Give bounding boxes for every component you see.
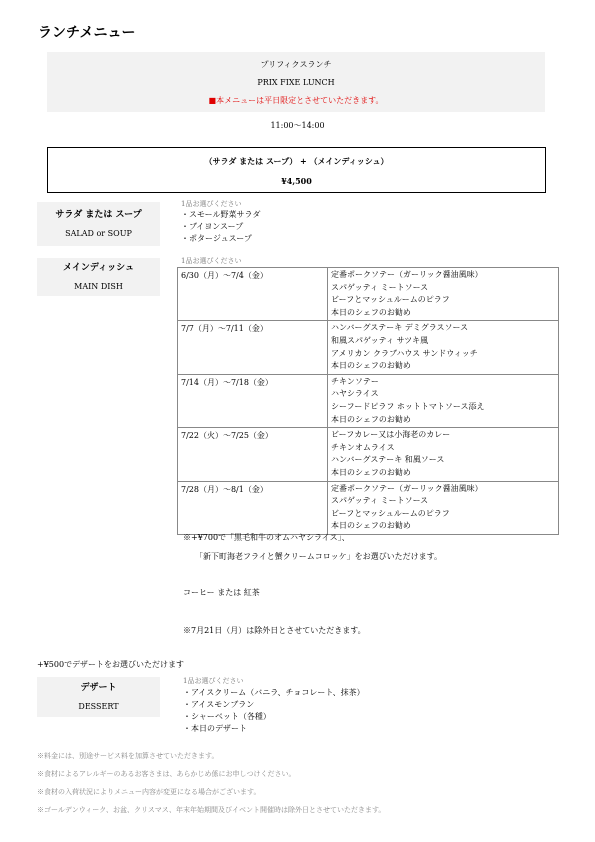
upgrade-note-line1: ※+¥700で「黒毛和牛のオムハヤシライス」、 <box>183 533 350 542</box>
week-items <box>328 428 559 481</box>
menu-item: チキンオムライス <box>331 442 395 452</box>
course-box <box>47 147 546 193</box>
menu-item: 本日のシェフのお勧め <box>331 307 411 317</box>
week-items <box>328 321 559 374</box>
week-items <box>328 268 559 321</box>
lunch-hours: 11:00〜14:00 <box>270 121 325 130</box>
menu-item: ハヤシライス <box>331 389 379 399</box>
menu-item: 定番ポークソテー（ガーリック醤油風味） <box>331 483 483 493</box>
menu-item: 本日のシェフのお勧め <box>331 521 411 531</box>
week-date: 7/28（月）〜8/1（金） <box>178 481 328 534</box>
list-item: ・ブイヨンスープ <box>181 222 244 231</box>
dessert-title-jp: デザート <box>80 683 117 693</box>
menu-item: 定番ポークソテー（ガーリック醤油風味） <box>331 270 483 279</box>
menu-item: ビーフとマッシュルームのピラフ <box>331 295 450 305</box>
weekday-only-note: ■本メニューは平日限定とさせていただきます。 <box>208 96 384 105</box>
week-items <box>328 374 559 427</box>
menu-item: ビーフとマッシュルームのピラフ <box>331 508 450 518</box>
week-date: 7/7（月）〜7/11（金） <box>178 321 328 374</box>
menu-item: 本日のシェフのお勧め <box>331 414 411 424</box>
table-row <box>178 268 559 321</box>
table-row <box>178 428 559 481</box>
week-items <box>328 481 559 534</box>
list-item: ・ポタージュスープ <box>181 234 252 243</box>
menu-item: 和風スパゲッティ サツキ風 <box>331 335 429 345</box>
dessert-title-en: DESSERT <box>78 702 119 711</box>
weekly-menu-table <box>177 267 559 535</box>
page-title: ランチメニュー <box>38 25 136 41</box>
main-title-jp: メインディッシュ <box>63 263 134 273</box>
list-item: ・アイスモンブラン <box>183 700 255 709</box>
menu-item: スパゲッティ ミートソース <box>331 282 429 292</box>
dessert-category-box <box>37 677 160 717</box>
list-item: ・シャーベット（各種） <box>183 712 271 721</box>
menu-item: アメリカン クラブハウス サンドウィッチ <box>331 348 478 358</box>
table-row <box>178 321 559 374</box>
menu-item: 本日のシェフのお勧め <box>331 361 411 371</box>
menu-item: ハンバーグステーキ デミグラスソース <box>331 323 469 333</box>
menu-item: シーフードピラフ ホットトマトソース添え <box>331 401 485 411</box>
footnote: ※料金には、別途サービス料を加算させていただきます。 <box>37 752 219 760</box>
course-description: （サラダ または スープ） + （メインディッシュ） <box>204 156 389 166</box>
header-line2: PRIX FIXE LUNCH <box>257 78 335 87</box>
footnote: ※食材の入荷状況によりメニュー内容が変更になる場合がございます。 <box>37 788 261 796</box>
header-box <box>47 52 545 112</box>
menu-item: ハンバーグステーキ 和風ソース <box>331 455 445 465</box>
menu-item: 本日のシェフのお勧め <box>331 467 411 477</box>
salad-title-en: SALAD or SOUP <box>65 229 132 238</box>
menu-item: スパゲッティ ミートソース <box>331 496 429 506</box>
week-date: 6/30（月）〜7/4（金） <box>178 268 328 321</box>
menu-item: ビーフカレー又は小海老のカレー <box>331 430 451 440</box>
upgrade-note <box>183 531 442 564</box>
main-title-en: MAIN DISH <box>74 282 123 291</box>
week-date: 7/14（月）〜7/18（金） <box>178 374 328 427</box>
dessert-hint: 1品お選びください <box>183 677 244 685</box>
salad-title-jp: サラダ または スープ <box>55 210 142 220</box>
header-line1: プリフィクスランチ <box>260 60 332 69</box>
drink-note: コーヒー または 紅茶 <box>183 588 260 597</box>
salad-hint: 1品お選びください <box>181 200 242 208</box>
list-item: ・アイスクリーム（バニラ、チョコレート、抹茶） <box>183 688 365 697</box>
course-price: ¥4,500 <box>281 176 312 186</box>
footnote: ※ゴールデンウィーク、お盆、クリスマス、年末年始期間及びイベント開催時は除外日とさせていただきます。 <box>37 806 386 814</box>
upgrade-note-line2: 「新下町海老フライと蟹クリームコロッケ」をお選びいただけます。 <box>195 552 442 561</box>
footnotes <box>37 747 385 819</box>
main-category-box <box>37 258 160 296</box>
menu-item: チキンソテー <box>331 376 379 386</box>
footnote: ※食材によるアレルギーのあるお客さまは、あらかじめ係にお申しつけください。 <box>37 770 296 778</box>
list-item: ・本日のデザート <box>183 724 247 733</box>
closed-date-note: ※7月21日（月）は除外日とさせていただきます。 <box>183 626 366 635</box>
dessert-intro: +¥500でデザートをお選びいただけます <box>37 660 185 669</box>
week-date: 7/22（火）〜7/25（金） <box>178 428 328 481</box>
salad-category-box <box>37 202 160 246</box>
salad-list <box>181 209 260 245</box>
table-row <box>178 374 559 427</box>
table-row <box>178 481 559 534</box>
list-item: ・スモール野菜サラダ <box>181 210 261 219</box>
dessert-list <box>183 687 365 735</box>
main-hint: 1品お選びください <box>181 257 242 265</box>
